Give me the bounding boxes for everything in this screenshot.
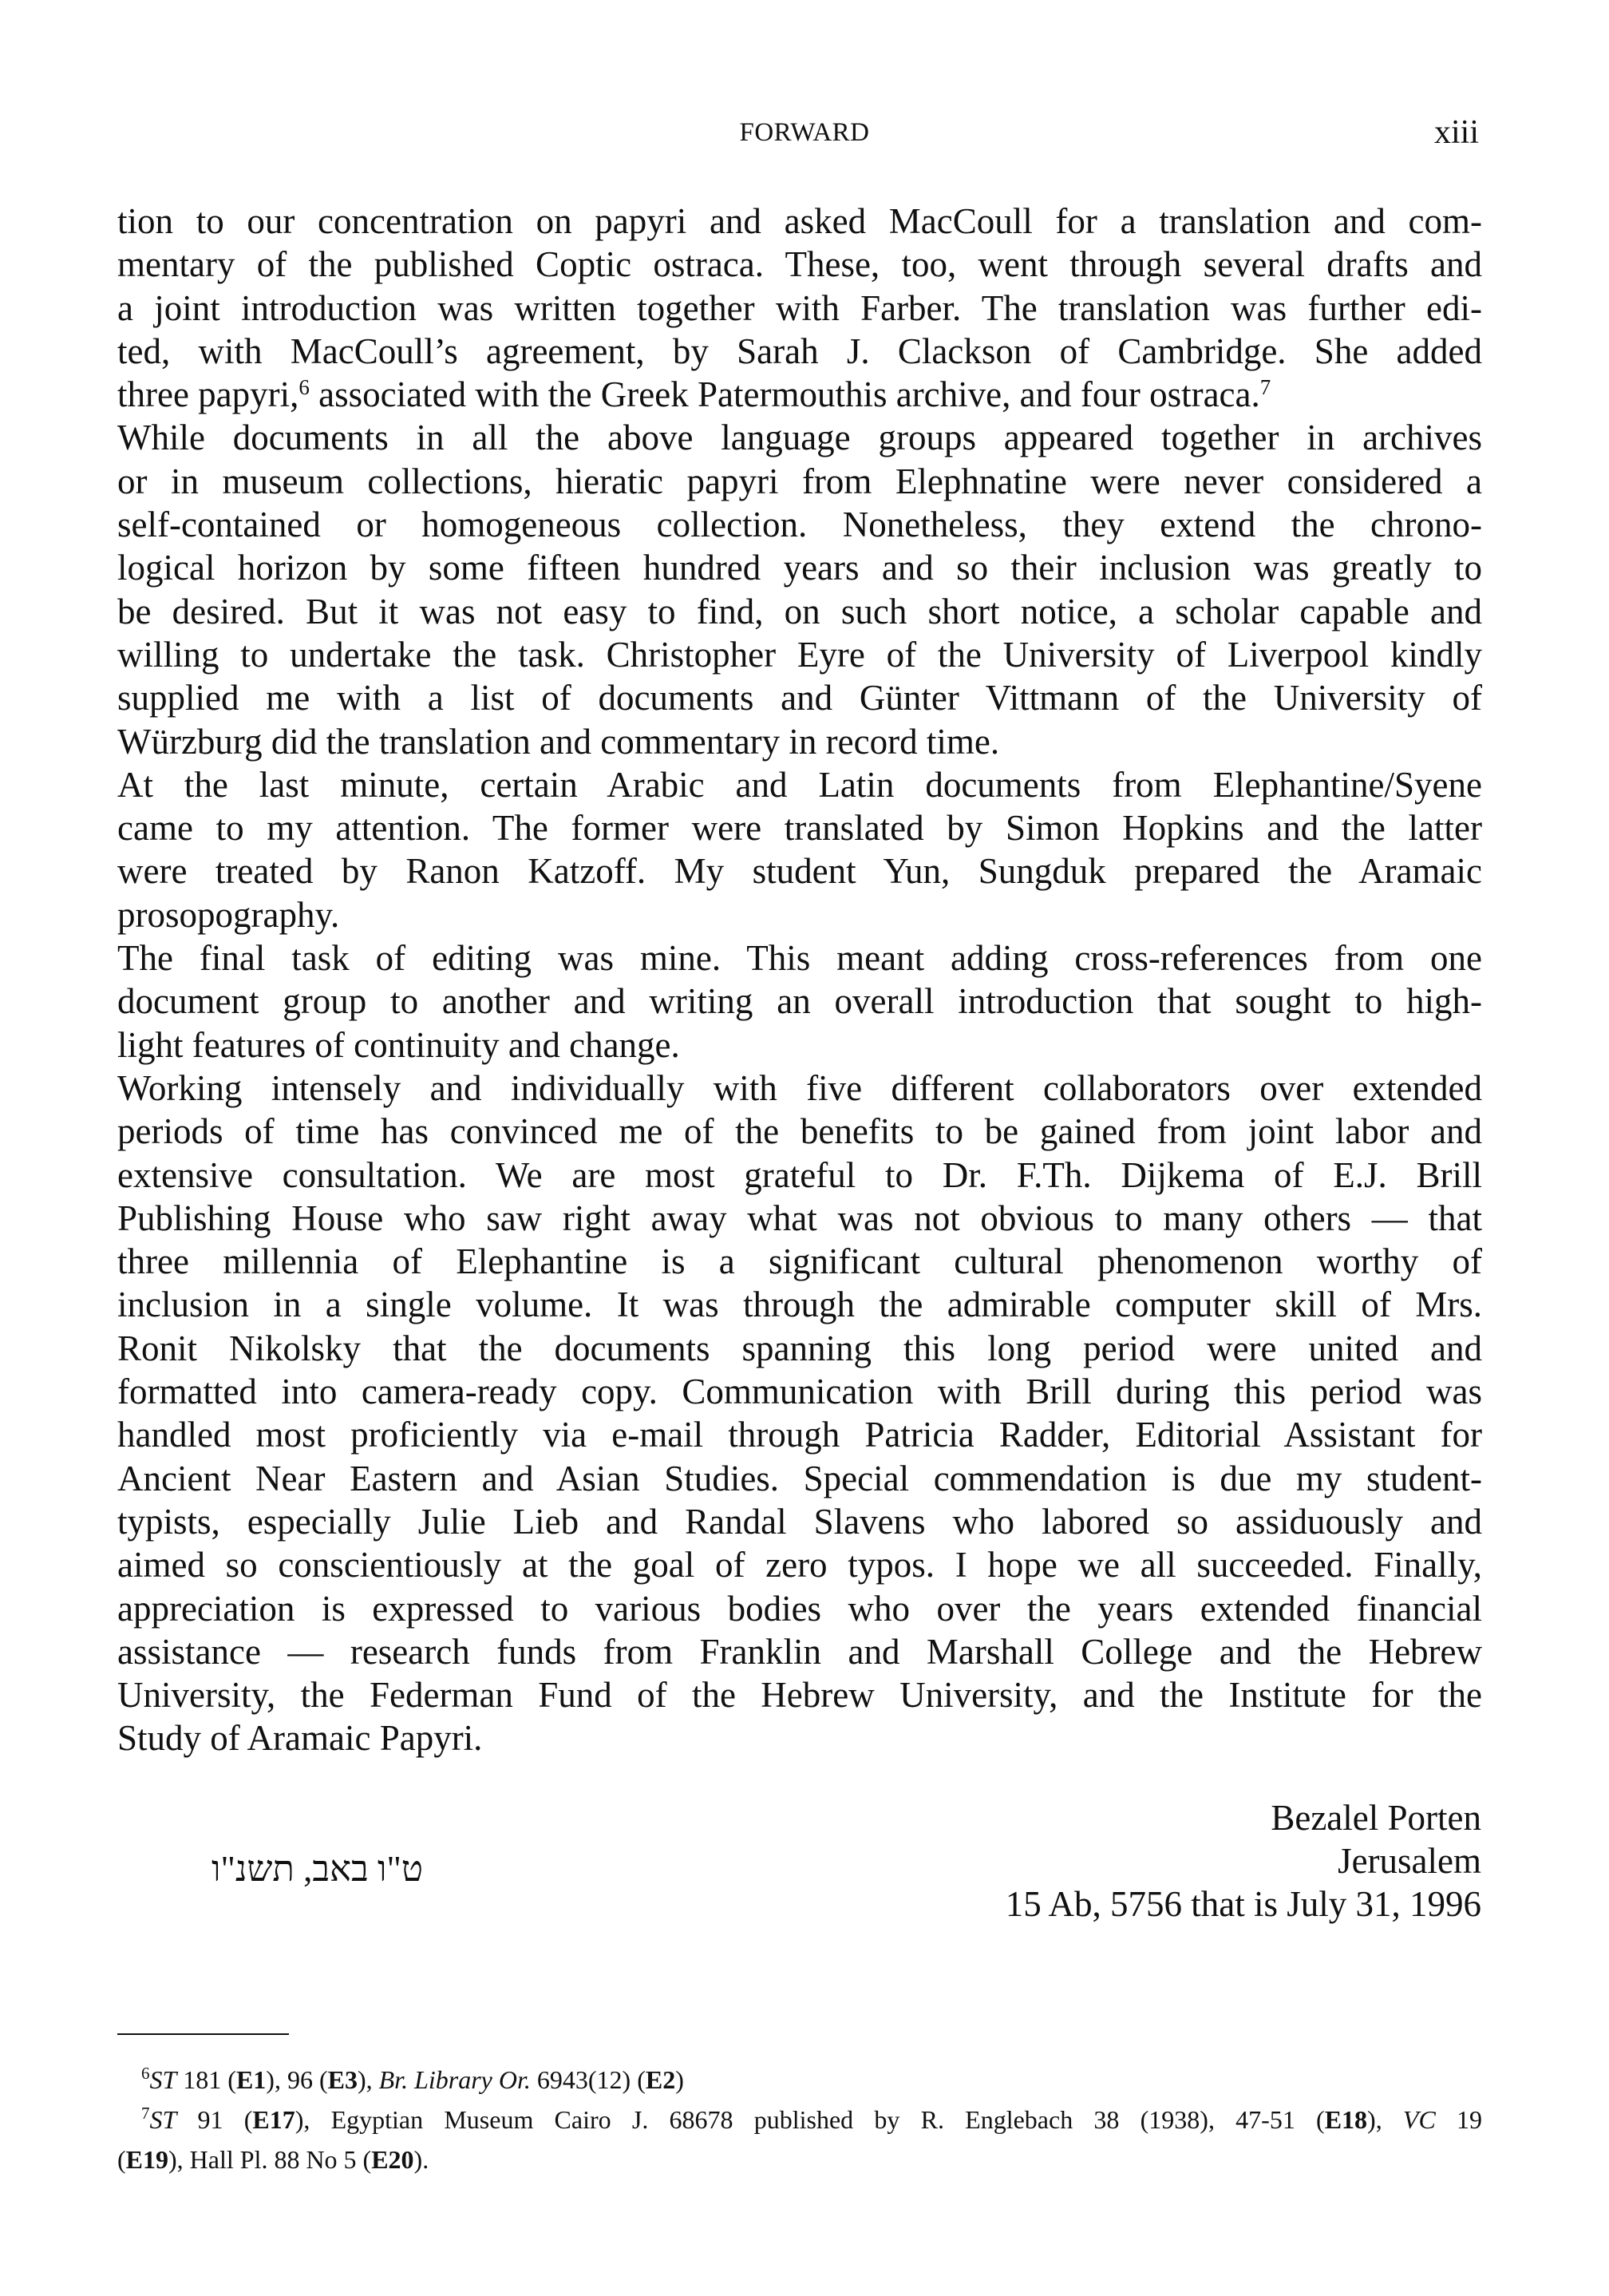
text-line	[117, 936, 1482, 980]
text-run: three papyri,	[117, 374, 299, 415]
text-run: three millennia of Elephantine is a significant cultural phenomenon worthy of	[117, 1241, 1482, 1282]
text-run: light features of continuity and change.	[117, 1024, 680, 1065]
footnote-marker: 6	[298, 375, 310, 400]
text-run: At the last minute, certain Arabic and Latin documents from Elephantine/Syene	[117, 764, 1482, 805]
text-line	[117, 849, 1482, 893]
footnote-line	[117, 2140, 1482, 2179]
text-line	[117, 373, 1482, 416]
text-run: 6943(12) (	[530, 2065, 646, 2094]
text-run: ),	[1367, 2105, 1403, 2134]
text-line	[117, 1673, 1482, 1716]
text-line	[117, 1240, 1482, 1283]
text-line	[117, 200, 1482, 243]
text-run: logical horizon by some fifteen hundred years and so their inclusion was greatly to	[117, 548, 1482, 588]
text-line	[117, 1067, 1482, 1110]
text-line	[117, 460, 1482, 503]
text-line	[117, 1110, 1482, 1153]
text-line	[117, 1154, 1482, 1197]
text-run: VC	[1402, 2105, 1436, 2134]
text-run: E17	[252, 2105, 295, 2134]
text-run: extensive consultation. We are most grateful to Dr. F.Th. Dijkema of E.J. Brill	[117, 1154, 1482, 1195]
text-run: Würzburg did the translation and commentary in record time.	[117, 721, 1000, 762]
text-line	[117, 1197, 1482, 1240]
text-line	[117, 243, 1482, 286]
text-run: associated with the Greek Patermouthis archive, and four ostraca.	[309, 374, 1260, 415]
text-run: willing to undertake the task. Christopher Eyre of the University of Liverpool kindly	[117, 634, 1482, 675]
text-run: ted, with MacCoull’s agreement, by Sarah J. Clackson of Cambridge. She added	[117, 331, 1482, 371]
text-run: handled most proficiently via e-mail through Patricia Radder, Editorial Assistant for	[117, 1415, 1482, 1455]
footnotes	[117, 2060, 1482, 2179]
text-run: Publishing House who saw right away what was not obvious to many others — that	[117, 1197, 1482, 1238]
text-run: ), Egyptian Museum Cairo J. 68678 published by R. Englebach 38 (1938), 47-51 (	[295, 2105, 1325, 2134]
text-run: Working intensely and individually with five different collaborators over extended	[117, 1067, 1482, 1108]
text-line	[117, 1457, 1482, 1500]
footnote-line	[117, 2060, 1482, 2100]
hebrew-date: ט"ו באב, תשנ"ו	[212, 1849, 424, 1889]
text-run: Ronit Nikolsky that the documents spanning this long period were united and	[117, 1328, 1482, 1368]
text-run: Ancient Near Eastern and Asian Studies. Special commendation is due my student-	[117, 1458, 1482, 1498]
text-line	[117, 980, 1482, 1023]
text-run: were treated by Ranon Katzoff. My student Yun, Sungduk prepared the Aramaic	[117, 851, 1482, 892]
text-line	[117, 503, 1482, 546]
text-line	[117, 1283, 1482, 1326]
text-run: 91 (	[176, 2105, 253, 2134]
footnote-rule	[117, 2033, 289, 2035]
text-line	[117, 330, 1482, 373]
text-line	[117, 806, 1482, 849]
text-run: While documents in all the above language groups appeared together in archives	[117, 418, 1482, 458]
text-line	[117, 720, 1482, 763]
footnote-line	[117, 2100, 1482, 2140]
text-run: )	[675, 2065, 684, 2094]
text-line	[117, 1587, 1482, 1630]
text-run: periods of time has convinced me of the benefits to be gained from joint labor and	[117, 1111, 1482, 1152]
text-run: or in museum collections, hieratic papyri from Elephnatine were never considered a	[117, 461, 1482, 501]
text-line	[117, 287, 1482, 330]
text-run: typists, especially Julie Lieb and Randal Slavens who labored so assiduously and	[117, 1501, 1482, 1542]
text-run: E20	[371, 2145, 414, 2174]
text-run: University, the Federman Fund of the Hebrew University, and the Institute for the	[117, 1675, 1482, 1716]
text-run: came to my attention. The former were translated by Simon Hopkins and the latter	[117, 808, 1482, 849]
footnote-marker: 7	[1259, 375, 1271, 400]
text-run: formatted into camera-ready copy. Communication with Brill during this period was	[117, 1372, 1482, 1412]
text-run: document group to another and writing an overall introduction that sought to high-	[117, 981, 1482, 1022]
text-run: 181 (	[176, 2065, 236, 2094]
page-number: xiii	[1433, 114, 1479, 151]
text-line	[117, 1327, 1482, 1370]
text-run: E18	[1324, 2105, 1368, 2134]
text-line	[117, 1413, 1482, 1456]
signature-place: Jerusalem	[1338, 1841, 1481, 1881]
text-run: appreciation is expressed to various bodies who over the years extended financial	[117, 1588, 1482, 1629]
text-line	[117, 763, 1482, 806]
text-run: Study of Aramaic Papyri.	[117, 1718, 483, 1759]
text-line	[117, 676, 1482, 719]
text-line	[117, 1716, 1482, 1760]
text-run: E2	[645, 2065, 676, 2094]
text-run: ), Hall Pl. 88 No 5 (	[168, 2145, 372, 2174]
text-run: be desired. But it was not easy to find, on such short notice, a scholar capable and	[117, 591, 1482, 631]
text-line	[117, 893, 1482, 936]
text-run: aimed so conscientiously at the goal of zero typos. I hope we all succeeded. Finally,	[117, 1545, 1482, 1585]
text-run: mentary of the published Coptic ostraca. These, too, went through several drafts and	[117, 244, 1482, 285]
body-text	[117, 200, 1482, 1760]
text-line	[117, 1023, 1482, 1067]
text-run: supplied me with a list of documents and Günter Vittmann of the University of	[117, 678, 1482, 718]
text-run: inclusion in a single volume. It was through the admirable computer skill of Mrs.	[117, 1285, 1482, 1325]
text-run: self-contained or homogeneous collection. Nonetheless, they extend the chrono-	[117, 505, 1482, 545]
page-header	[0, 113, 1609, 153]
footnote-marker: 7	[141, 2104, 150, 2123]
text-line	[117, 1370, 1482, 1413]
text-line	[117, 416, 1482, 459]
text-run: a joint introduction was written together with Farber. The translation was further edi-	[117, 287, 1482, 328]
running-title: FORWARD	[739, 118, 870, 147]
text-run: 19	[1435, 2105, 1483, 2134]
text-run: E19	[125, 2145, 168, 2174]
text-line	[117, 1543, 1482, 1586]
text-line	[117, 633, 1482, 676]
text-line	[117, 1500, 1482, 1543]
footnote-marker: 6	[141, 2064, 150, 2083]
text-run: Br. Library Or.	[378, 2065, 531, 2094]
text-run: E3	[327, 2065, 358, 2094]
text-run: tion to our concentration on papyri and asked MacCoull for a translation and com-	[117, 201, 1482, 241]
text-run: ST	[149, 2105, 177, 2134]
text-run: (	[117, 2145, 126, 2174]
text-line	[117, 546, 1482, 589]
text-run: ).	[413, 2145, 429, 2174]
signature-name: Bezalel Porten	[1271, 1798, 1481, 1838]
text-run: The final task of editing was mine. This meant adding cross-references from one	[117, 938, 1482, 979]
text-run: ST	[149, 2065, 177, 2094]
signature-block	[1006, 1796, 1481, 1926]
text-run: ), 96 (	[266, 2065, 328, 2094]
text-line	[117, 1630, 1482, 1673]
text-run: E1	[235, 2065, 267, 2094]
text-run: assistance — research funds from Franklin and Marshall College and the Hebrew	[117, 1631, 1482, 1672]
text-run: prosopography.	[117, 894, 340, 935]
signature-date: 15 Ab, 5756 that is July 31, 1996	[1005, 1884, 1481, 1924]
text-run: ),	[357, 2065, 379, 2094]
text-line	[117, 590, 1482, 633]
